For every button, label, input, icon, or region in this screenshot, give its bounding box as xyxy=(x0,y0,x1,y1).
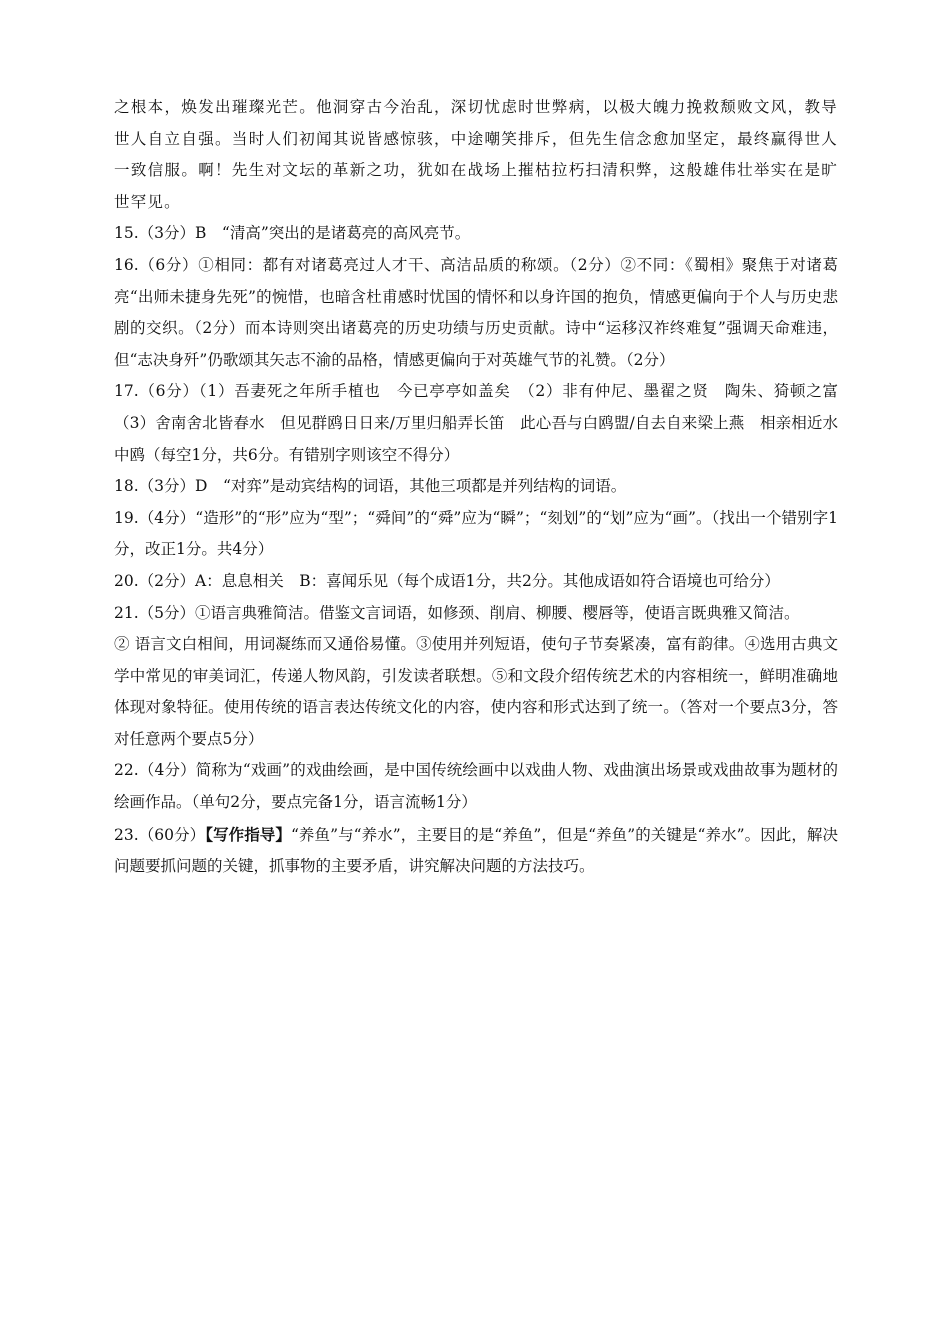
writing-guide-label: 【写作指导】 xyxy=(205,824,291,844)
answer-18: 18.（3分）D “对弈”是动宾结构的词语，其他三项都是并列结构的词语。 xyxy=(114,477,627,496)
answer-20: 20.（2分）A：息息相关 B：喜闻乐见（每个成语1分，共2分。其他成语如符合语境也可给分） xyxy=(114,571,780,590)
answer-22: 22.（4分）简称为“戏画”的戏曲绘画，是中国传统绘画中以戏曲人物、戏曲演出场景或戏曲故事为题材的绘画作品。（单句2分，要点完备1分，语言流畅1分） xyxy=(114,761,838,812)
answer-23-number: 23.（60分） xyxy=(114,825,206,844)
answer-19: 19.（4分）“造形”的“形”应为“型”；“舜间”的“舜”应为“瞬”；“刻划”的“划”应为“画”。（找出一个错别字1分，改正1分。共4分） xyxy=(114,508,838,559)
answer-document xyxy=(114,92,854,883)
answer-21-part-2: ② 语言文白相间，用词凝练而又通俗易懂。③使用并列短语，使句子节奏紧凑，富有韵律。④选用古典文学中常见的审美词汇，传递人物风韵，引发读者联想。⑤和文段介绍传统艺术的内容相统一，鲜明准确地体现对象特征。使用传统的语言表达传统文化的内容，使内容和形式达到了统一。（答对一个要点3分，答对任意两个要点5分） xyxy=(114,635,838,748)
translation-paragraph: 之根本，焕发出璀璨光芒。他洞穿古今治乱，深切忧虑时世弊病，以极大魄力挽救颓败文风，教导世人自立自强。当时人们初闻其说皆感惊骇，中途嘲笑排斥，但先生信念愈加坚定，最终赢得世人一致信服。啊！先生对文坛的革新之功，犹如在战场上摧枯拉朽扫清积弊，这般雄伟壮举实在是旷世罕见。 xyxy=(114,98,838,211)
answer-15: 15.（3分）B “清高”突出的是诸葛亮的高风亮节。 xyxy=(114,224,471,243)
answer-16: 16.（6分）①相同：都有对诸葛亮过人才干、高洁品质的称颂。（2分）②不同：《蜀相》聚焦于对诸葛亮“出师未捷身先死”的惋惜，也暗含杜甫感时忧国的情怀和以身许国的抱负，情感更偏向于个人与历史悲剧的交织。（2分）而本诗则突出诸葛亮的历史功绩与历史贡献。诗中“运移汉祚终难复”强调天命难违，但“志决身歼”仍歌颂其矢志不渝的品格，情感更偏向于对英雄气节的礼赞。（2分） xyxy=(114,255,838,369)
answer-23-text: “养鱼”与“养水”，主要目的是“养鱼”，但是“养鱼”的关键是“养水”。因此，解决问题要抓问题的关键，抓事物的主要矛盾，讲究解决问题的方法技巧。 xyxy=(114,825,838,876)
answer-17: 17.（6分）（1）吾妻死之年所手植也 今已亭亭如盖矣 （2）非有仲尼、墨翟之贤 陶朱、猗顿之富 （3）舍南舍北皆春水 但见群鸥日日来/万里归船弄长笛 此心吾与白鸥盟/自去自来梁上燕 相亲相近水中鸥（每空1分，共6分。有错别字则该空不得分） xyxy=(114,382,854,464)
answer-23 xyxy=(114,819,838,883)
answer-21-part-1: 21.（5分）①语言典雅简洁。借鉴文言词语，如修颈、削肩、柳腰、樱唇等，使语言既典雅又简洁。 xyxy=(114,603,800,622)
